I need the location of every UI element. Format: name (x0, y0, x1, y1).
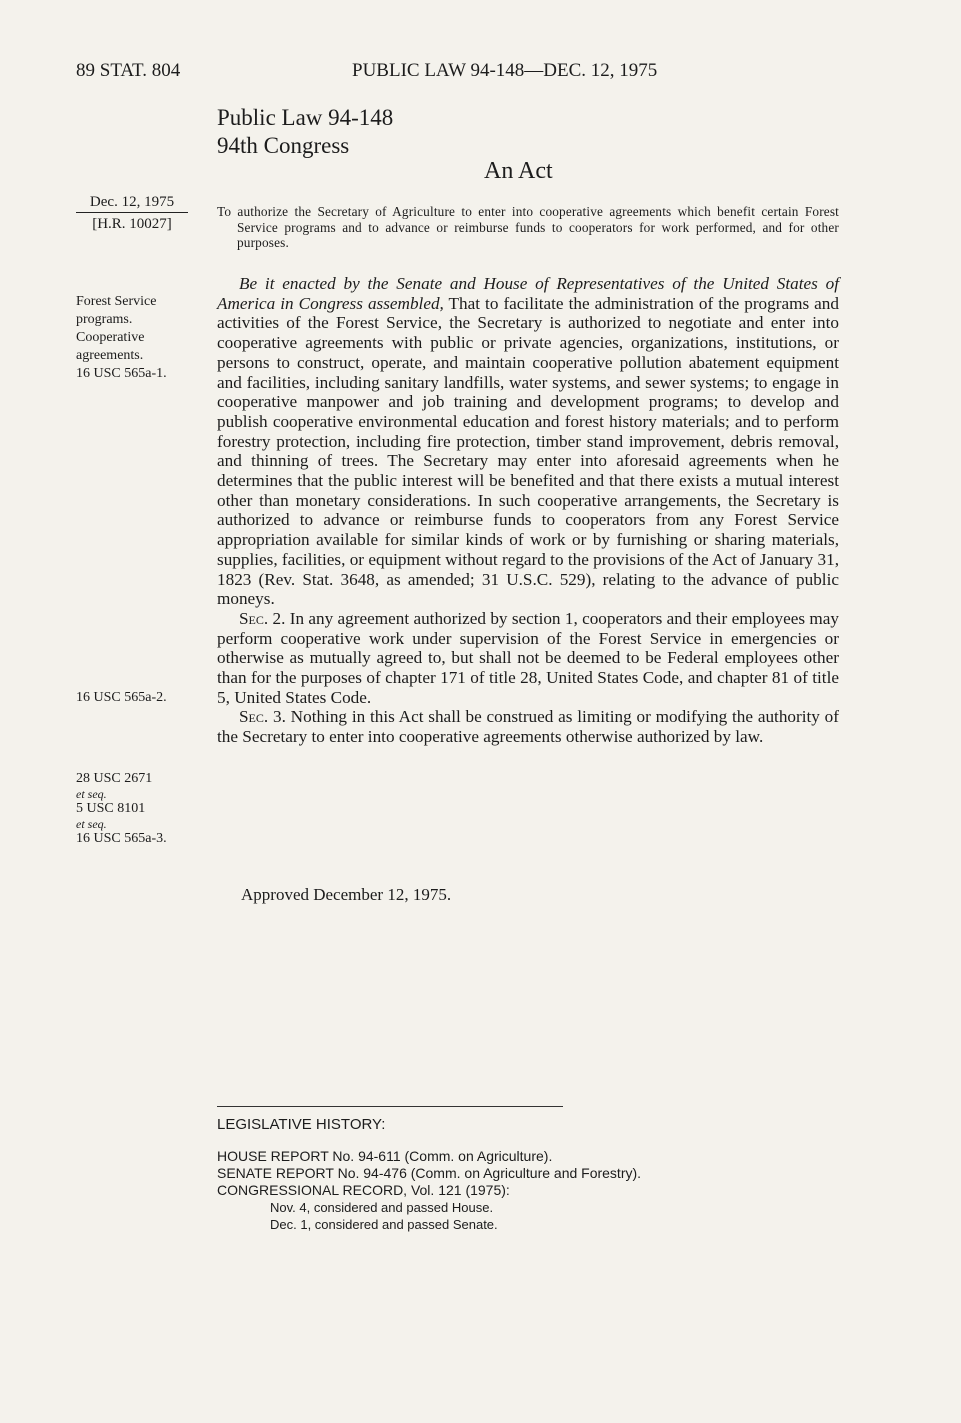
senate-report: SENATE REPORT No. 94-476 (Comm. on Agriculture and Forestry). (217, 1165, 642, 1181)
section-3-label: Sec. 3. (239, 707, 286, 727)
margin-line: agreements. (76, 348, 144, 363)
margin-note-sec2: 16 USC 565a-2. (76, 690, 167, 705)
legislative-history-heading: LEGISLATIVE HISTORY: (217, 1116, 386, 1133)
stat-reference: 89 STAT. 804 (76, 60, 181, 81)
section-2 (217, 609, 839, 708)
history-action: Dec. 1, considered and passed Senate. (270, 1217, 498, 1232)
running-head: PUBLIC LAW 94-148—DEC. 12, 1975 (352, 60, 658, 81)
section-2-text: In any agreement authorized by section 1, cooperators and their employees may perform cooperative work under supervision of the Forest Service in emergencies or otherwise as mutually agreed to, but shall not be deemed to be Federal employees other than for the purposes of chapter 171 of title 28, United States Code, and chapter 81 of title 5, United States Code. (217, 608, 839, 707)
act-body (217, 274, 839, 747)
margin-note-sec3 (76, 770, 196, 848)
margin-line: 5 USC 8101 (76, 801, 146, 816)
history-action: Nov. 4, considered and passed House. (270, 1200, 494, 1215)
enacting-clause: Be it enacted by the Senate and House of Representatives of the United States of America in Congress assembled, (217, 274, 839, 313)
history-divider (217, 1106, 563, 1107)
legislative-history (217, 1148, 777, 1233)
margin-line: et seq. (76, 817, 107, 831)
margin-bill-number: [H.R. 10027] (92, 216, 172, 232)
margin-line: Forest Service (76, 294, 157, 309)
margin-date-block (76, 193, 188, 233)
margin-date: Dec. 12, 1975 (76, 193, 188, 213)
margin-line: et seq. (76, 787, 107, 801)
section-1-text: That to facilitate the administration of the programs and activities of the Forest Service, the Secretary is authorized to negotiate and enter into cooperative agreements with public or private agencies, organizations, institutions, or persons to construct, operate, and maintain cooperative pollution abatement equipment and facilities, including sanitary landfills, water systems, and sewer systems; to engage in cooperative manpower and job training and development programs; to develop and publish cooperative environmental education and forest history materials; and to perform forestry protection, including fire protection, timber stand improvement, debris removal, and thinning of trees. The Secretary may enter into aforesaid agreements when he determines that the public interest will be benefited and that there exists a mutual interest other than monetary considerations. In such cooperative arrangements, the Secretary is authorized to advance or reimburse funds to cooperators from any Forest Service appropriation available for similar kinds of work or by furnishing or sharing materials, supplies, facilities, or equipment without regard to the provisions of the Act of January 31, 1823 (Rev. Stat. 3648, as amended; 31 U.S.C. 529), relating to the advance of public moneys. (217, 293, 839, 609)
section-2-label: Sec. 2. (239, 608, 286, 628)
law-heading (217, 104, 393, 160)
congress-number: 94th Congress (217, 133, 350, 158)
house-report: HOUSE REPORT No. 94-611 (Comm. on Agriculture). (217, 1148, 553, 1164)
purpose-clause: To authorize the Secretary of Agriculture to enter into cooperative agreements which benefit certain Forest Service programs and to advance or reimburse funds to cooperators for work performed, and for other purposes. (217, 204, 839, 250)
margin-line: 28 USC 2671 (76, 771, 153, 786)
act-title: An Act (484, 158, 553, 184)
section-3 (217, 707, 839, 746)
margin-line: 16 USC 565a-1. (76, 366, 167, 381)
section-3-text: Nothing in this Act shall be construed as limiting or modifying the authority of the Secretary to enter into cooperative agreements otherwise authorized by law. (217, 707, 839, 747)
margin-line: programs. (76, 312, 133, 327)
margin-line: 16 USC 565a-3. (76, 831, 167, 846)
law-number: Public Law 94-148 (217, 105, 394, 130)
margin-line: Cooperative (76, 330, 145, 345)
approval-date: Approved December 12, 1975. (241, 885, 452, 904)
margin-note-topic (76, 293, 196, 383)
section-1 (217, 274, 839, 609)
congressional-record: CONGRESSIONAL RECORD, Vol. 121 (1975): (217, 1182, 510, 1198)
